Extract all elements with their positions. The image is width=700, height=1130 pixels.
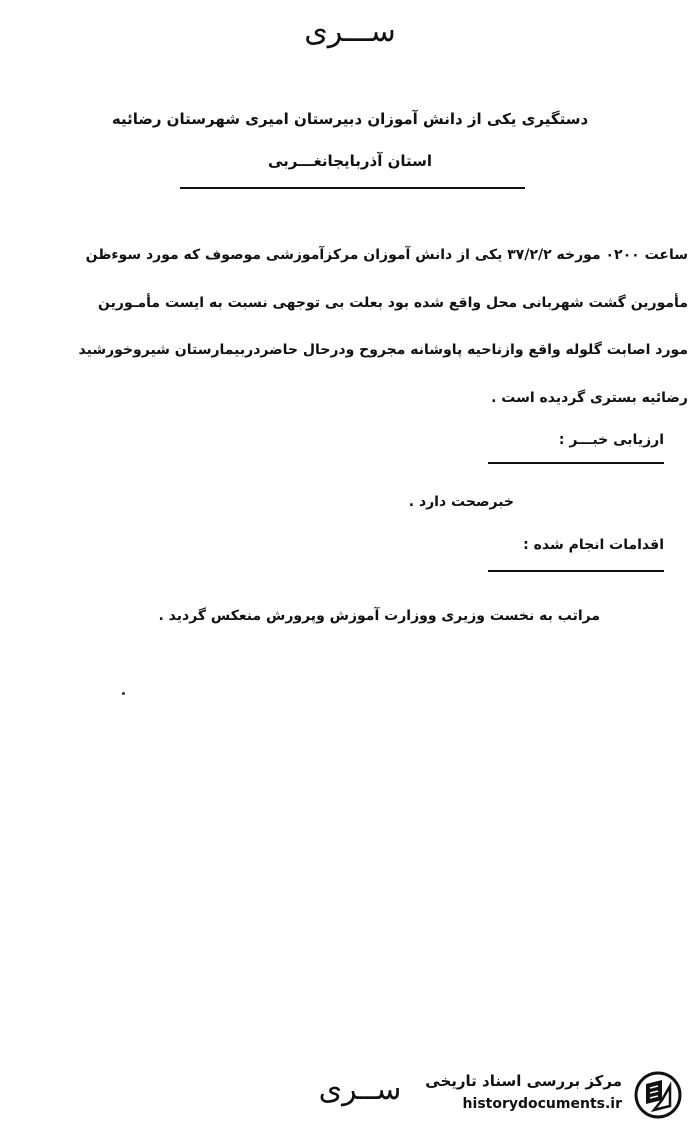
classification-stamp-bottom: ســری [318,1072,402,1107]
evaluation-text: خبرصحت دارد . [408,494,514,510]
history-documents-logo-icon [632,1070,684,1120]
report-body [12,243,688,433]
scan-speck [122,692,125,695]
heading-underline [180,187,525,189]
document-subheading: استان آذربایجانغـــربی [267,152,433,170]
evaluation-label: ارزیابی خبـــر : [558,432,664,448]
footer-note: مراتب به نخست وزیری ووزارت آموزش وپرورش منعکس گردید . [158,608,600,624]
actions-underline [488,570,664,572]
document-heading: دستگیری یکی از دانش آموزان دبیرستان امیری شهرستان رضائیه [111,110,589,128]
report-body-line: مورد اصابت گلوله واقع وازناحیه پاوشانه مجروح ودرحال حاضردربیمارستان شیروخورشید [78,342,688,358]
watermark-url: historydocuments.ir [462,1096,622,1112]
report-body-line: مأمورین گشت شهربانی محل واقع شده بود بعلت بی توجهی نسبت به ایست مأمـورین [98,294,688,311]
archive-watermark [418,1068,688,1122]
report-body-line: ساعت ۰۲۰۰ مورخه ۳۷/۲/۲ یکی از دانش آموزان مرکزآموزشی موصوف که مورد سوءظن [85,247,688,263]
report-body-line: رضائیه بستری گردیده است . [491,389,688,406]
watermark-name: مرکز بررسی اسناد تاریخی [425,1072,622,1090]
classification-stamp-top: ســـری [304,14,396,49]
evaluation-underline [488,462,664,464]
actions-label: اقدامات انجام شده : [523,537,664,553]
